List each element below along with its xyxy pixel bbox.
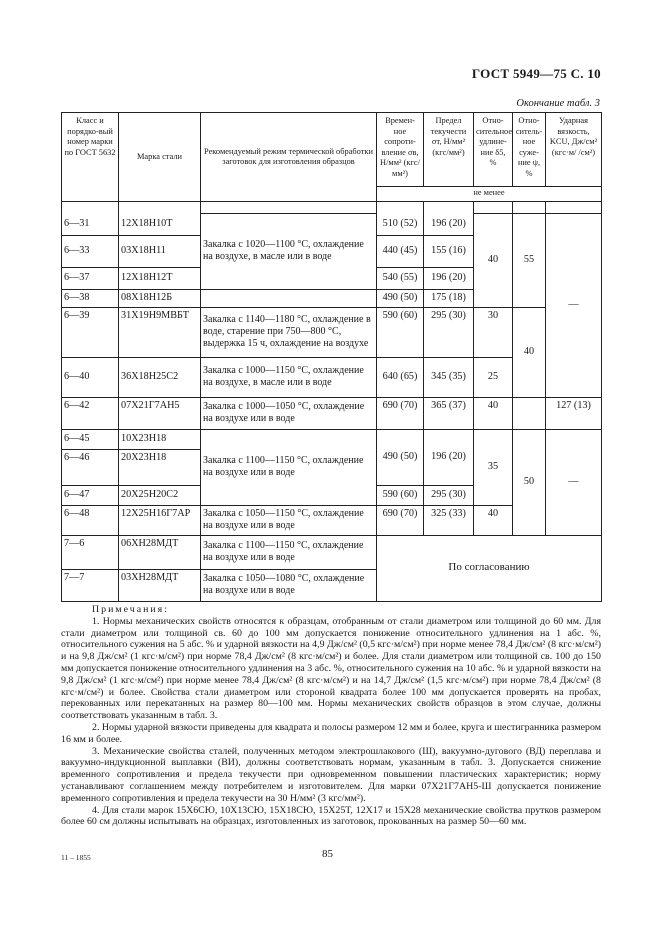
print-mark: 11 – 1855	[61, 853, 91, 862]
mechanical-properties-table	[61, 112, 602, 602]
cell-tensile: 510 (52)	[377, 213, 424, 235]
cell-class: 6—45	[62, 429, 119, 449]
cell-grade: 12Х18Н12Т	[119, 267, 201, 289]
note-4: 4. Для стали марок 15Х6СЮ, 10Х13СЮ, 15Х18СЮ, 15Х25Т, 12Х17 и 15Х28 механические свойства прутков размером более 60 см должны испытывать на образцах, изготовленных из заготовок, прокованных на размер 50—60 мм.	[61, 804, 601, 828]
cell-elongation: 30	[474, 307, 513, 357]
cell-class: 6—38	[62, 289, 119, 307]
cell-yield: 295 (30)	[424, 307, 474, 357]
header-yield: Предел текучести σт, Н/мм² (кгс/мм²)	[424, 113, 474, 187]
cell-grade: 20Х25Н20С2	[119, 485, 201, 505]
cell-class: 6—33	[62, 235, 119, 267]
cell-treatment: Закалка с 1000—1150 °С, охлаждение на воздухе, в масле или в воде	[201, 357, 377, 397]
notes-section	[61, 604, 601, 828]
cell-treatment: Закалка с 1000—1050 °С, охлаждение на воздухе или в воде	[201, 397, 377, 429]
cell-yield: 345 (35)	[424, 357, 474, 397]
cell-class: 6—37	[62, 267, 119, 289]
cell-elongation: 40	[474, 397, 513, 429]
cell-treatment: Закалка с 1140—1180 °С, охлаждение в воде, старение при 750—800 °С, выдержка 15 ч, охлаждение на воздухе	[201, 307, 377, 357]
cell-reduction-empty	[513, 397, 546, 429]
cell-treatment-empty	[201, 289, 377, 307]
cell-tensile: 490 (50)	[377, 289, 424, 307]
table-row	[62, 307, 602, 357]
cell-grade: 07Х21Г7АН5	[119, 397, 201, 429]
cell-yield: 325 (33)	[424, 505, 474, 535]
cell-grade: 12Х18Н10Т	[119, 213, 201, 235]
cell-grade: 36Х18Н25С2	[119, 357, 201, 397]
cell-class: 7—7	[62, 569, 119, 601]
cell-yield: 196 (20)	[424, 267, 474, 289]
note-1: 1. Нормы механических свойств относятся к образцам, отобранным от стали диаметром или толщиной до 60 мм. Для стали диаметром или толщиной св. 60 до 100 мм допускается понижение относительного удлинения на 1 абс. %, относительного сужения на 5 абс. % и ударной вязкости на 4,9 Дж/см² (0,5 кгс·м/см²) при норме менее 78,4 Дж/см² (8 кгс·м/см²) и на 9,8 Дж/см² (1 кгс·м/см²) при норме 78,4 Дж/см² (8 кгс·м/см²) и более. Для стали диаметром или толщиной св. 100 до 150 мм допускается понижение относительного удлинения на 3 абс. %, относительного сужения на 10 абс. % и ударной вязкости на 9,8 Дж/см² (1 кгс·м/см²) при норме менее 78,4 Дж/см² (8 кгс·м/см²) и на 14,7 Дж/см² (1,5 кгс·м/см²) при норме 78,4 Дж/см² (8 кгс·м/см²) и более. Свойства стали диаметром или стороной квадрата более 100 мм допускается проверять на пробах, перекованных или перекатанных на размер 80—100 мм. Нормы механических свойств образцов в этом случае, должны соответствовать указанным в табл. 3.	[61, 615, 601, 722]
cell-tensile: 540 (55)	[377, 267, 424, 289]
cell-class: 6—40	[62, 357, 119, 397]
header-class: Класс и порядко-вый номер марки по ГОСТ 5632	[62, 113, 119, 202]
cell-grade: 06ХН28МДТ	[119, 535, 201, 569]
cell-grade: 10Х23Н18	[119, 429, 201, 449]
cell-tensile: 690 (70)	[377, 505, 424, 535]
table-row	[62, 397, 602, 429]
cell-treatment: Закалка с 1050—1150 °С, охлаждение на воздухе или в воде	[201, 505, 377, 535]
cell-treatment: Закалка с 1020—1100 °С, охлаждение на воздухе, в масле или в воде	[201, 213, 377, 289]
cell-yield: 365 (37)	[424, 397, 474, 429]
cell-yield: 155 (16)	[424, 235, 474, 267]
cell-reduction: 40	[513, 307, 546, 397]
cell-treatment: Закалка с 1100—1150 °С, охлаждение на воздухе или в воде	[201, 429, 377, 505]
cell-impact: —	[546, 429, 602, 535]
cell-grade: 03ХН28МДТ	[119, 569, 201, 601]
cell-class: 7—6	[62, 535, 119, 569]
table-row	[62, 429, 602, 449]
table-spacer-row	[62, 201, 602, 213]
table-row	[62, 213, 602, 235]
header-elongation: Отно-сительное удлине-ние δ5, %	[474, 113, 513, 187]
cell-tensile: 590 (60)	[377, 485, 424, 505]
header-treatment: Рекомендуемый режим термической обработки заготовок для изготовления образцов	[201, 113, 377, 202]
note-3: 3. Механические свойства сталей, полученных методом электрошлакового (Ш), вакуумно-дугового (ВД) переплава и вакуумно-индукционной выплавки (ВИ), должны соответствовать нормам, указанным в табл. 3. Допускается снижение временного сопротивления и предела текучести при одновременном повышении пластических характеристик; норму устанавливают соглашением между потребителем и изготовителем. Для марки 07Х21Г7АН5-Ш допускается понижение временного сопротивления и предела текучести на 30 Н/мм² (3 кгс/мм²).	[61, 745, 601, 804]
cell-class: 6—48	[62, 505, 119, 535]
cell-agreement: По согласованию	[377, 535, 602, 601]
cell-grade: 20Х23Н18	[119, 449, 201, 485]
cell-treatment: Закалка с 1100—1150 °С, охлаждение на воздухе или в воде	[201, 535, 377, 569]
cell-reduction: 55	[513, 213, 546, 307]
cell-elongation: 35	[474, 429, 513, 505]
cell-tensile: 490 (50)	[377, 429, 424, 485]
cell-grade: 08Х18Н12Б	[119, 289, 201, 307]
cell-reduction: 50	[513, 429, 546, 535]
cell-impact: 127 (13)	[546, 397, 602, 429]
header-reduction: Отно-ситель-ное суже-ние ψ, %	[513, 113, 546, 187]
cell-elongation: 40	[474, 505, 513, 535]
header-impact: Ударная вязкость, KCU, Дж/см² (кгс·м/ /см²)	[546, 113, 602, 187]
cell-tensile: 640 (65)	[377, 357, 424, 397]
cell-yield: 295 (30)	[424, 485, 474, 505]
cell-elongation: 40	[474, 213, 513, 307]
notes-title: Примечания:	[92, 604, 169, 615]
cell-class: 6—42	[62, 397, 119, 429]
cell-class: 6—39	[62, 307, 119, 357]
note-2: 2. Нормы ударной вязкости приведены для квадрата и полосы размером 12 мм и более, круга и шестигранника размером 16 мм и более.	[61, 721, 601, 745]
cell-elongation: 25	[474, 357, 513, 397]
cell-yield: 196 (20)	[424, 213, 474, 235]
cell-treatment: Закалка с 1050—1080 °С, охлаждение на воздухе или в воде	[201, 569, 377, 601]
cell-grade: 12Х25Н16Г7АР	[119, 505, 201, 535]
table-row	[62, 535, 602, 569]
cell-grade: 31Х19Н9МВБТ	[119, 307, 201, 357]
cell-class: 6—47	[62, 485, 119, 505]
cell-yield: 175 (18)	[424, 289, 474, 307]
page-number: 85	[322, 848, 333, 860]
table-continuation-label: Окончание табл. 3	[516, 98, 600, 109]
header-min-note: не менее	[377, 187, 602, 202]
cell-yield: 196 (20)	[424, 429, 474, 485]
cell-tensile: 440 (45)	[377, 235, 424, 267]
cell-impact: —	[546, 213, 602, 397]
header-tensile: Времен-ное сопроти-вление σв, Н/мм² (кгс/мм²)	[377, 113, 424, 187]
cell-class: 6—46	[62, 449, 119, 485]
cell-tensile: 590 (60)	[377, 307, 424, 357]
cell-tensile: 690 (70)	[377, 397, 424, 429]
document-header: ГОСТ 5949—75 С. 10	[471, 66, 601, 81]
cell-grade: 03Х18Н11	[119, 235, 201, 267]
cell-class: 6—31	[62, 213, 119, 235]
header-grade: Марка стали	[119, 113, 201, 202]
